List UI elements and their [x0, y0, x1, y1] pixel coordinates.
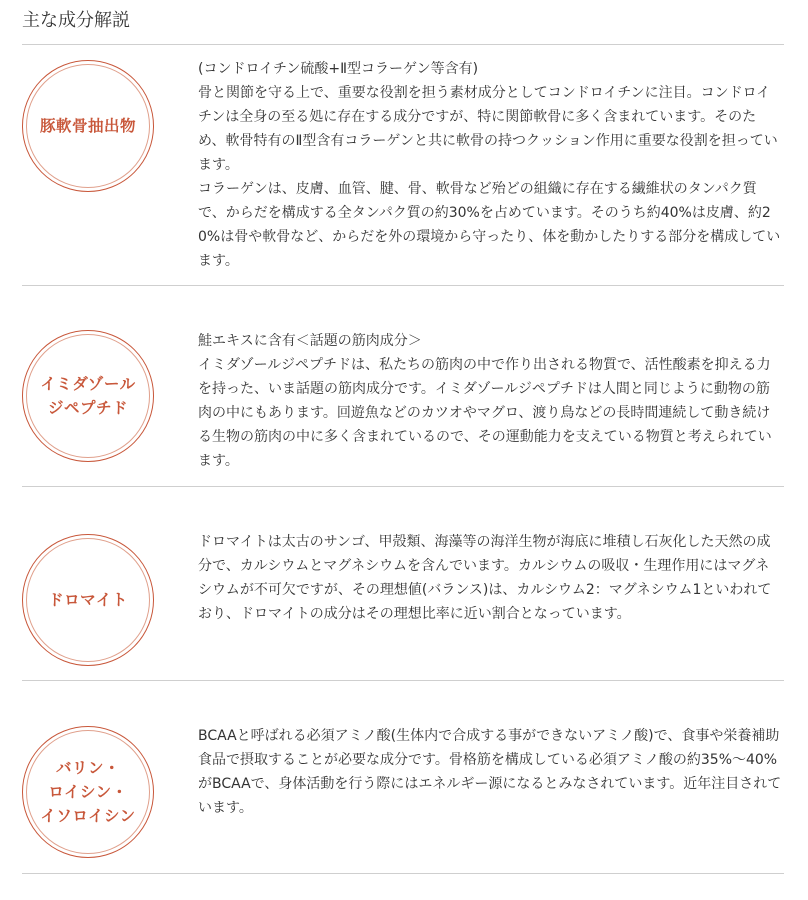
- badge-label: 豚軟骨抽出物: [39, 117, 136, 135]
- description-subtitle: (コンドロイチン硫酸+Ⅱ型コラーゲン等含有): [198, 61, 479, 77]
- ingredient-description-pork-cartilage: [198, 57, 783, 273]
- divider: [22, 486, 784, 487]
- ingredient-badge-imidazole-dipeptide: [22, 330, 154, 462]
- description-paragraph: 骨と関節を守る上で、重要な役割を担う素材成分としてコンドロイチンに注目。コンドロイチンは全身の至る処に存在する成分ですが、特に関節軟骨に多く含まれています。そのため、軟骨特有のⅡ型含有コラーゲンと共に軟骨の持つクッション作用に重要な役割を担っています。: [198, 85, 778, 173]
- description-paragraph: BCAAと呼ばれる必須アミノ酸(生体内で合成する事ができないアミノ酸)で、食事や栄養補助食品で摂取することが必要な成分です。骨格筋を構成している必須アミノ酸の約35%～40%がBCAAで、身体活動を行う際にはエネルギー源になるとみなされています。近年注目されています。: [198, 728, 782, 816]
- description-paragraph: ドロマイトは太古のサンゴ、甲殻類、海藻等の海洋生物が海底に堆積し石灰化した天然の成分で、カルシウムとマグネシウムを含んでいます。カルシウムの吸収・生理作用にはマグネシウムが不可欠ですが、その理想値(バランス)は、カルシウム2：マグネシウム1といわれており、ドロマイトの成分はその理想比率に近い割合となっています。: [198, 534, 772, 622]
- divider: [22, 680, 784, 681]
- page-title: 主な成分解説: [22, 10, 130, 31]
- description-subtitle: 鮭エキスに含有＜話題の筋肉成分＞: [198, 333, 422, 349]
- ingredient-description-dolomite: [198, 530, 783, 626]
- divider: [22, 285, 784, 286]
- badge-label: ドロマイト: [48, 591, 128, 609]
- ingredient-badge-pork-cartilage: [22, 60, 154, 192]
- description-paragraph: コラーゲンは、皮膚、血管、腱、骨、軟骨など殆どの組織に存在する繊維状のタンパク質で、からだを構成する全タンパク質の約30%を占めています。そのうち約40%は皮膚、約20%は骨や軟骨など、からだを外の環境から守ったり、体を動かしたりする部分を構成しています。: [198, 181, 781, 269]
- description-paragraph: イミダゾールジペプチドは、私たちの筋肉の中で作り出される物質で、活性酸素を抑える力を持った、いま話題の筋肉成分です。イミダゾールジペプチドは人間と同じように動物の筋肉の中にもあります。回遊魚などのカツオやマグロ、渡り鳥などの長時間連続して動き続ける生物の筋肉の中に多く含まれているので、その運動能力を支えている物質と考えられています。: [198, 357, 772, 469]
- divider: [22, 44, 784, 45]
- ingredient-description-bcaa: [198, 724, 783, 820]
- ingredient-badge-bcaa: [22, 726, 154, 858]
- divider: [22, 873, 784, 874]
- badge-label: バリン・ ロイシン・ イソロイシン: [40, 759, 136, 825]
- badge-label: イミダゾール ジペプチド: [40, 375, 136, 417]
- ingredient-badge-dolomite: [22, 534, 154, 666]
- ingredient-description-imidazole-dipeptide: [198, 329, 783, 473]
